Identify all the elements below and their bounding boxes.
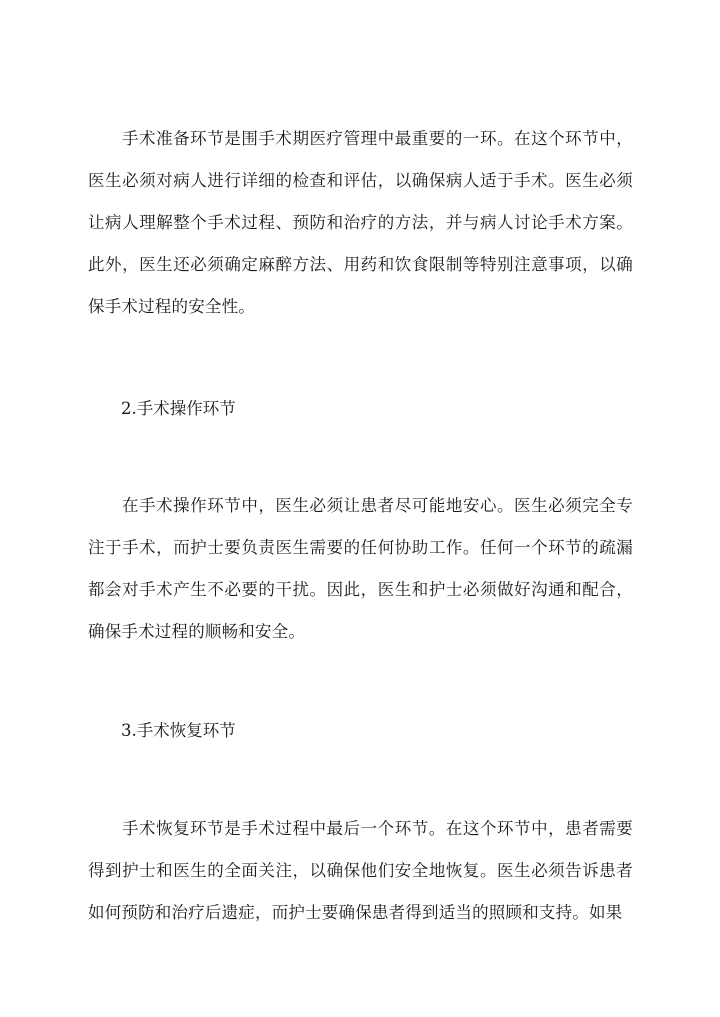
paragraph-surgery-preparation: 手术准备环节是围手术期医疗管理中最重要的一环。在这个环节中，医生必须对病人进行详细的检查和评估，以确保病人适于手术。医生必须让病人理解整个手术过程、预防和治疗的方法，并与病人讨论手术方案。此外，医生还必须确定麻醉方法、用药和饮食限制等特别注意事项，以确保手术过程的安全性。 bbox=[88, 129, 633, 316]
paragraph-surgery-recovery: 手术恢复环节是手术过程中最后一个环节。在这个环节中，患者需要得到护士和医生的全面关注，以确保他们安全地恢复。医生必须告诉患者如何预防和治疗后遗症，而护士要确保患者得到适当的照顾和支持。如果 bbox=[88, 819, 633, 922]
section-heading-surgery-operation: 2.手术操作环节 bbox=[121, 399, 236, 418]
paragraph-surgery-operation: 在手术操作环节中，医生必须让患者尽可能地安心。医生必须完全专注于手术，而护士要负责医生需要的任何协助工作。任何一个环节的疏漏都会对手术产生不必要的干扰。因此，医生和护士必须做好沟通和配合，确保手术过程的顺畅和安全。 bbox=[88, 496, 633, 641]
section-heading-surgery-recovery: 3.手术恢复环节 bbox=[121, 721, 236, 740]
